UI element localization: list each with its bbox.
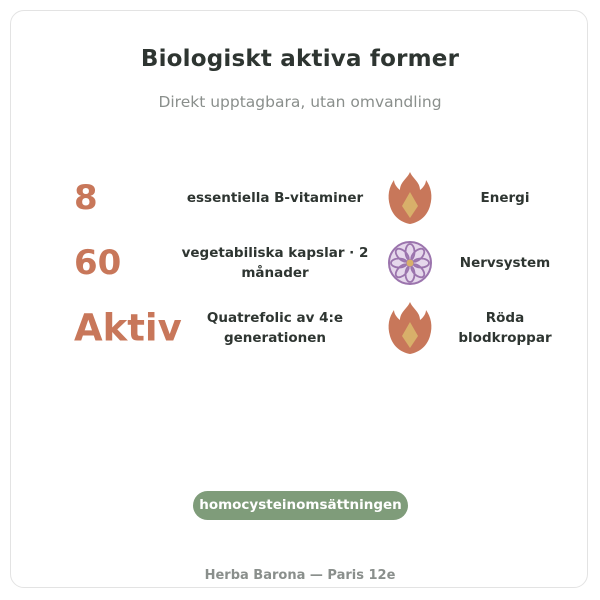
feature-value: 60 — [74, 243, 122, 283]
page-title: Biologiskt aktiva former — [140, 46, 460, 72]
page-subtitle: Direkt upptagbara, utan omvandling — [158, 93, 442, 111]
feature-value: 8 — [74, 178, 98, 218]
footer-brand: Herba Barona — Paris 12e — [204, 568, 396, 583]
flame-icon — [386, 170, 434, 226]
flame-icon — [386, 300, 434, 356]
feature-benefit: Nervsystem — [459, 255, 551, 271]
feature-benefit: Energi — [480, 190, 530, 206]
neuron-flower-icon — [386, 235, 434, 291]
feature-row — [0, 168, 600, 228]
feature-row — [0, 298, 600, 358]
feature-description: Quatrefolic av 4:e generationen — [206, 310, 344, 346]
feature-description: vegetabiliska kapslar · 2 månader — [181, 245, 369, 281]
feature-value: Aktiv — [74, 306, 182, 350]
badge-homocysteine: homocysteinomsättningen — [193, 491, 408, 520]
feature-row — [0, 233, 600, 293]
feature-benefit: Röda blodkroppar — [458, 310, 552, 346]
feature-description: essentiella B-vitaminer — [186, 190, 364, 206]
